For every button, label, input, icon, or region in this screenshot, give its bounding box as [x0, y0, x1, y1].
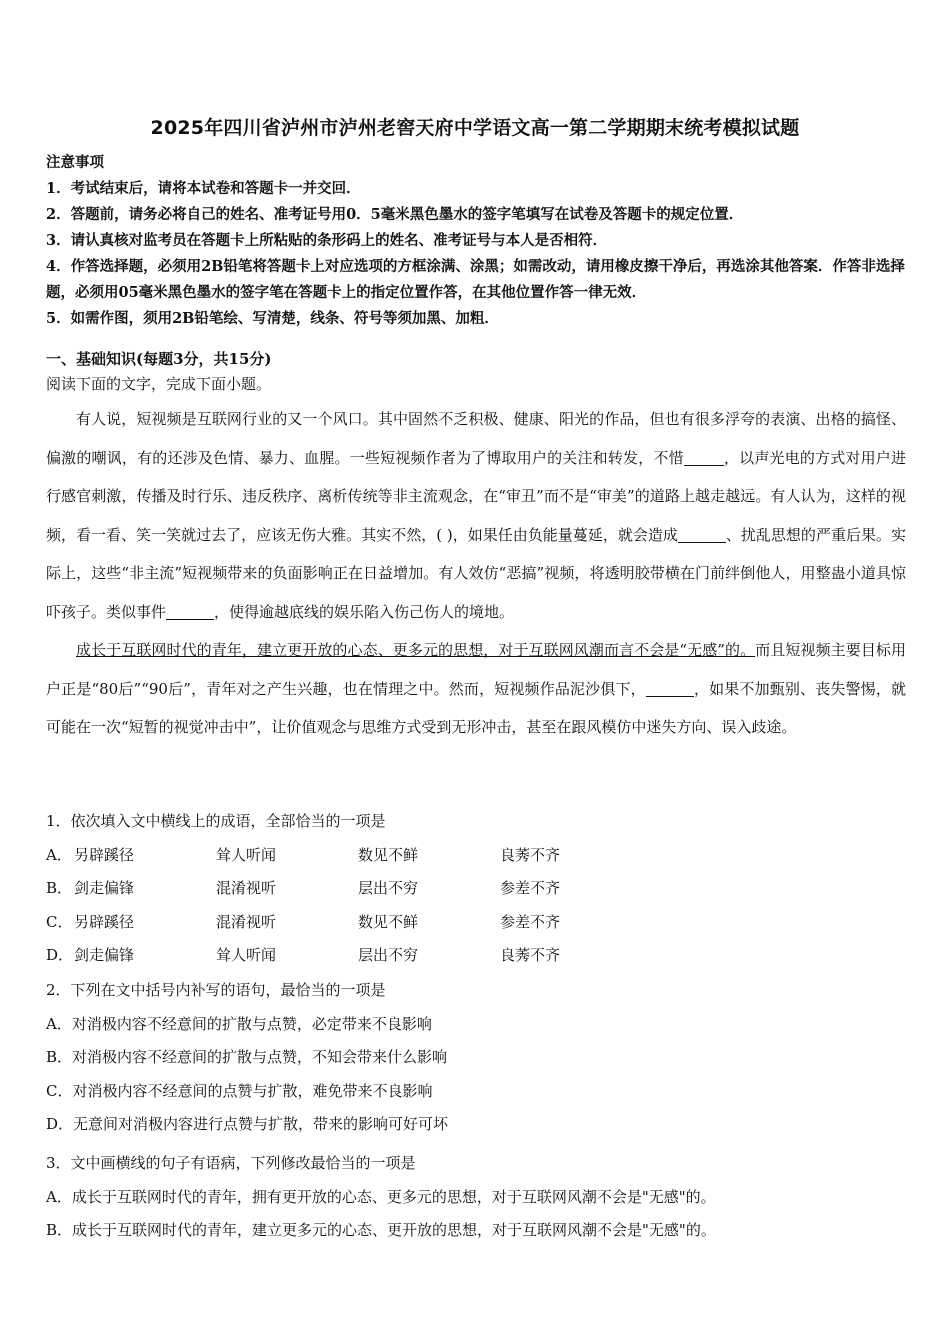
- option-cell: 混淆视听: [216, 879, 277, 898]
- question-stem: 1．依次填入文中横线上的成语，全部恰当的一项是: [46, 812, 386, 830]
- notice-item: 3．请认真核对监考员在答题卡上所粘贴的条形码上的姓名、准考证号与本人是否相符．: [46, 232, 608, 249]
- option-cell: 另辟蹊径: [74, 912, 135, 931]
- fill-blank: [678, 527, 726, 543]
- fill-blank: [646, 681, 694, 697]
- option-letter: D．: [46, 946, 74, 965]
- option-letter: B．: [46, 879, 73, 898]
- option-cell: 数见不鲜: [358, 845, 419, 864]
- notice-item: 2．答题前，请务必将自己的姓名、准考证号用0．5毫米黑色墨水的签字笔填写在试卷及答题卡的规定位置．: [46, 206, 744, 223]
- option-row[interactable]: A．对消极内容不经意间的扩散与点赞，必定带来不良影响: [46, 1014, 432, 1033]
- option-row[interactable]: B．对消极内容不经意间的扩散与点赞，不知会带来什么影响: [46, 1048, 448, 1067]
- option-row[interactable]: C．对消极内容不经意间的点赞与扩散，难免带来不良影响: [46, 1081, 433, 1100]
- option-row[interactable]: [46, 906, 926, 940]
- option-letter: A．: [46, 845, 72, 864]
- option-row[interactable]: [46, 839, 926, 873]
- option-cell: 数见不鲜: [358, 912, 419, 931]
- question-2: [46, 974, 926, 1142]
- option-row[interactable]: A．成长于互联网时代的青年，拥有更开放的心态、更多元的思想，对于互联网风潮不会是"无感"的。: [46, 1187, 716, 1206]
- underlined-sentence: 成长于互联网时代的青年，建立更开放的心态、更多元的思想，对于互联网风潮而言不会是“无感”的。: [76, 641, 756, 659]
- option-cell: 剑走偏锋: [74, 946, 135, 965]
- option-row[interactable]: B．成长于互联网时代的青年，建立更多元的心态、更开放的思想，对于互联网风潮不会是"无感"的。: [46, 1221, 716, 1240]
- option-cell: 耸人听闻: [216, 845, 277, 864]
- option-cell: 层出不穷: [358, 879, 419, 898]
- section-lead: 阅读下面的文字，完成下面小题。: [46, 375, 272, 393]
- question-stem: 2．下列在文中括号内补写的语句，最恰当的一项是: [46, 981, 386, 999]
- question-stem: 3．文中画横线的句子有语病，下列修改最恰当的一项是: [46, 1154, 416, 1172]
- passage-paragraph-1: 有人说，短视频是互联网行业的又一个风口。其中固然不乏积极、健康、阳光的作品，但也有很多浮夸的表演、出格的搞怪、偏激的嘲讽，有的还涉及色情、暴力、血腥。一些短视频作者为了博取用户的关注和转发，不惜 ，以声光电的方式对用户进行感官刺激，传播及时行乐、违反秩序、离析传统等非主流观念，在“审丑”而不是“审美”的道路上越走越远。有人认为，这样的视频，看一看、笑一笑就过去了，应该无伤大雅。其实不然，( )，如果任由负能量蔓延，就会造成 、扰乱思想的严重后果。实际上，这些“非主流”短视频带来的负面影响正在日益增加。有人效仿“恶搞”视频，将透明胶带横在门前绊倒他人，用整蛊小道具惊吓孩子。类似事件 ，使得逾越底线的娱乐陷入伤己伤人的境地。: [46, 410, 906, 621]
- notice-item: 1．考试结束后，请将本试卷和答题卡一并交回．: [46, 180, 361, 197]
- page-title: 2025年四川省泸州市泸州老窖天府中学语文高一第二学期期末统考模拟试题: [150, 117, 800, 139]
- option-row[interactable]: [46, 872, 926, 906]
- fill-blank: [684, 450, 724, 466]
- option-row[interactable]: [46, 939, 926, 973]
- option-cell: 良莠不齐: [500, 946, 561, 965]
- notice-section: [46, 150, 906, 332]
- fill-blank: [166, 604, 214, 620]
- passage-paragraph-2: 成长于互联网时代的青年，建立更开放的心态、更多元的思想，对于互联网风潮而言不会是“无感”的。而且短视频主要目标用户正是“80后”“90后”，青年对之产生兴趣，也在情理之中。然而，短视频作品泥沙俱下， ，如果不加甄别、丧失警惕，就可能在一次“短暂的视觉冲击中”，让价值观念与思维方式受到无形冲击，甚至在跟风模仿中迷失方向、误入歧途。: [46, 641, 906, 736]
- question-3: [46, 1147, 926, 1248]
- notice-item: 5．如需作图，须用2B铅笔绘、写清楚，线条、符号等须加黑、加粗．: [46, 310, 499, 327]
- option-cell: 耸人听闻: [216, 946, 277, 965]
- option-letter: C．: [46, 912, 73, 931]
- option-cell: 良莠不齐: [500, 845, 561, 864]
- notice-item: 4．作答选择题，必须用2B铅笔将答题卡上对应选项的方框涂满、涂黑；如需改动，请用橡皮擦干净后，再选涂其他答案．作答非选择题，必须用05毫米黑色墨水的签字笔在答题卡上的指定位置作答，在其他位置作答一律无效．: [46, 258, 905, 301]
- option-cell: 层出不穷: [358, 946, 419, 965]
- notice-heading: 注意事项: [46, 155, 104, 171]
- option-cell: 混淆视听: [216, 912, 277, 931]
- option-cell: 另辟蹊径: [74, 845, 135, 864]
- section-heading: 一、基础知识(每题3分，共15分): [46, 350, 272, 368]
- option-cell: 参差不齐: [500, 912, 561, 931]
- option-cell: 剑走偏锋: [74, 879, 135, 898]
- option-row[interactable]: D．无意间对消极内容进行点赞与扩散，带来的影响可好可坏: [46, 1115, 449, 1134]
- reading-passage: [46, 400, 906, 747]
- question-1: [46, 805, 926, 973]
- option-cell: 参差不齐: [500, 879, 561, 898]
